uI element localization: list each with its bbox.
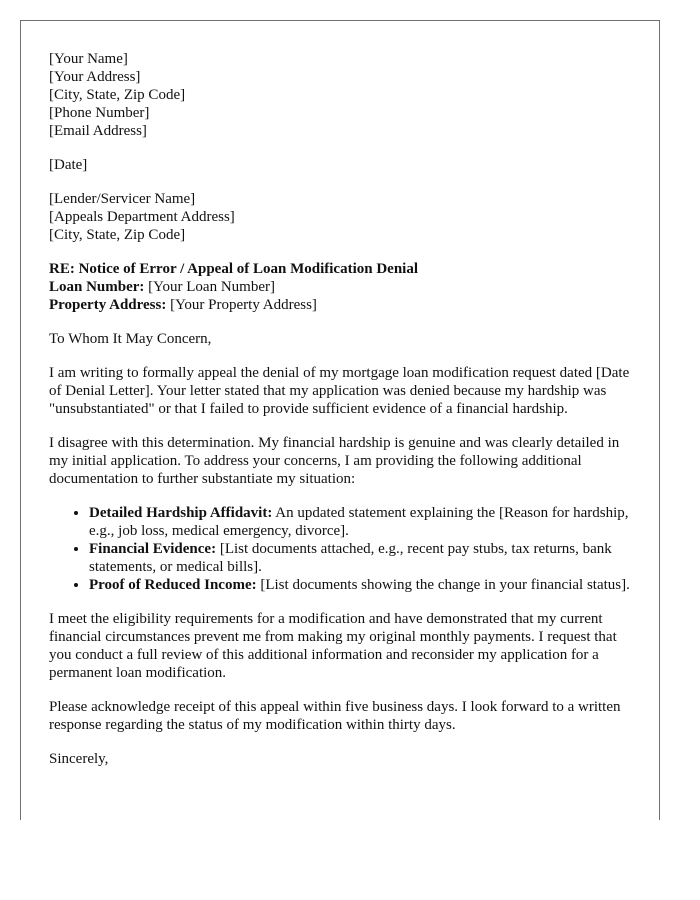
paragraph-appeal: I am writing to formally appeal the denial of my mortgage loan modification request dated [Date of Denial Letter]. Your letter stated that my application was denied because my hardship was "unsubstantiated" or that I failed to provide sufficient evidence of a financial hardship. (49, 365, 630, 417)
list-item (89, 504, 635, 540)
document-label: Detailed Hardship Affidavit: (89, 505, 273, 521)
letter-body (49, 50, 635, 784)
recipient-city-state-zip: [City, State, Zip Code] (49, 227, 186, 243)
loan-number-value: [Your Loan Number] (144, 279, 275, 295)
date-block (49, 156, 635, 174)
paragraph-eligibility: I meet the eligibility requirements for a modification and have demonstrated that my current financial circumstances prevent me from making my original monthly payments. I request that you conduct a full review of this additional information and reconsider my application for a permanent loan modification. (49, 611, 617, 681)
signoff: Sincerely, (49, 751, 109, 767)
sender-phone: [Phone Number] (49, 105, 150, 121)
loan-number-label: Loan Number: (49, 279, 145, 295)
documents-list (49, 504, 635, 594)
property-address-label: Property Address: (49, 297, 167, 313)
recipient-name: [Lender/Servicer Name] (49, 191, 196, 207)
sender-name: [Your Name] (49, 51, 128, 67)
document-text: [List documents showing the change in your financial status]. (256, 577, 630, 593)
property-address-line (49, 296, 635, 314)
letter-date: [Date] (49, 157, 88, 173)
letter-page (20, 20, 660, 820)
document-text: An updated statement explaining the [Reason for hardship, e.g., job loss, medical emergency, divorce]. (89, 505, 629, 539)
salutation: To Whom It May Concern, (49, 331, 212, 347)
document-label: Proof of Reduced Income: (89, 577, 257, 593)
sender-email: [Email Address] (49, 123, 147, 139)
list-item (89, 576, 635, 594)
document-text: [List documents attached, e.g., recent pay stubs, tax returns, bank statements, or medical bills]. (89, 541, 612, 575)
recipient-address: [Appeals Department Address] (49, 209, 235, 225)
property-address-value: [Your Property Address] (166, 297, 317, 313)
recipient-block (49, 190, 635, 244)
document-label: Financial Evidence: (89, 541, 217, 557)
loan-number-line (49, 278, 635, 296)
subject-line: RE: Notice of Error / Appeal of Loan Modification Denial (49, 261, 419, 277)
subject-block (49, 260, 635, 314)
paragraph-disagree: I disagree with this determination. My financial hardship is genuine and was clearly detailed in my initial application. To address your concerns, I am providing the following additional documentation to further substantiate my situation: (49, 435, 620, 487)
list-item (89, 540, 635, 576)
paragraph-acknowledge: Please acknowledge receipt of this appeal within five business days. I look forward to a written response regarding the status of my modification within thirty days. (49, 699, 621, 733)
sender-block (49, 50, 635, 140)
sender-address: [Your Address] (49, 69, 141, 85)
sender-city-state-zip: [City, State, Zip Code] (49, 87, 186, 103)
